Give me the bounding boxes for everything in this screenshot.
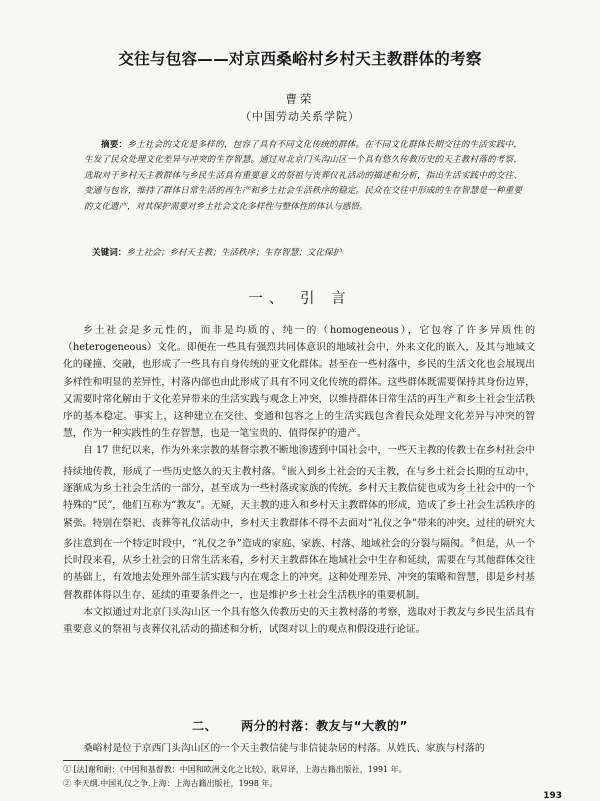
section-heading-introduction: 一、 引 言 (248, 291, 352, 307)
author-affiliation: （中国劳动关系学院） (240, 110, 360, 123)
page-number: 193 (543, 791, 562, 801)
paragraph-text: 嵌入到乡土社会的天主教，在与乡土社会长期的互动中，逐渐成为乡土社会生活的一部分，甚至成为一些村落或家族的传统。乡村天主教信徒也成为乡土社会中的一个特殊的“民”，他们互称为“教友”。无疑，天主教的进入和乡村天主教群体的形成，造成了乡土社会生活秩序的紧张。特别在祭祀、丧葬等礼仪活动中，乡村天主教群体不得不去面对“礼仪之争”带来的冲突。过往的研究大多注意到在一个特定时段中，“礼仪之争”造成的家庭、家族、村落、地域社会的分裂与隔阂。 (63, 465, 536, 549)
section-heading-two (0, 717, 600, 734)
paragraph-text: 但是，从一个长时段来看，从乡土社会的日常生活来看，乡村天主教群体在地域社会中生存和延续，需要在与其他群体交往的基础上，有效地去处理外部生活实践与内在观念上的冲突。这种处理差异、冲突的策略和智慧，即是乡村基督教群体得以生存、延续的重要条件之一，也是维护乡土社会生活秩序的重要机制。 (63, 537, 535, 601)
footnote-divider (63, 760, 213, 761)
paper-title: 交往与包容——对京西桑峪村乡村天主教群体的考察 (118, 50, 482, 68)
footnotes (63, 763, 535, 791)
paragraph: 桑峪村是位于京西门头沟山区的一个天主教信徒与非信徒杂居的村落。从姓氏、家族与村落的 (83, 743, 485, 754)
keywords-text: 乡土社会；乡村天主教；生活秩序；生存智慧；文化保护 (126, 248, 342, 258)
footnote-mark: ② (470, 536, 476, 544)
paragraph: 乡土社会是多元性的，而非是均质的、纯一的（homogeneous），它包容了许多异质性的（heterogeneous）文化。即便在一些具有强烈共同体意识的地域社会中，外来文化的嵌入，及其与地域文化的碰撞、交融，也形成了一些具有自身传统的亚文化群体。甚至在一些村落中，乡民的生活文化也会展现出多样性和明显的差异性，村落内部也由此形成了具有不同文化传统的群体。这些群体既需要保持其身份边界，又需要时常化解由于文化差异带来的生活实践与观念上冲突，以维持群体日常生活的再生产和乡土社会生活秩序的基本稳定。事实上，这种建立在交往、变通和包容之上的生活实践包含着民众处理文化差异与冲突的智慧，作为一种实践性的生存智慧，也是一笔宝贵的、值得保护的遗产。 (63, 325, 535, 440)
author-name: 曹荣 (285, 92, 315, 106)
abstract-text: 乡土社会的文化是多样的，包容了具有不同文化传统的群体。在不同文化群体长期交往的生活实践中，生发了民众处理文化差异与冲突的生存智慧。通过对北京门头沟山区一个具有悠久传教历史的天主教村落的考察，选取对于乡村天主教群体与乡民生活具有重要意义的祭祖与丧葬仪礼活动的描述和分析，指出生活实践中的交往、变通与包容，维持了群体日常生活的再生产和乡土社会生活秩序的稳定。民众在交往中形成的生存智慧是一种重要的文化遗产，对其保护需要对乡土社会文化多样性与整体性的体认与感悟。 (84, 140, 522, 212)
footnote: ② 李天纲.中国礼仪之争.上海：上海古籍出版社，1998 年。 (63, 779, 278, 788)
keywords-label: 关键词： (92, 248, 127, 258)
footnote: ① [法]谢和耐：《中国和基督教：中国和欧洲文化之比较》，耿昇译，上海古籍出版社，1991 年。 (63, 765, 407, 774)
abstract (84, 138, 522, 215)
body-text (63, 322, 535, 638)
keywords (84, 246, 522, 261)
paragraph: 本文拟通过对北京门头沟山区一个具有悠久传教历史的天主教村落的考察，选取对于教友与乡民生活具有重要意义的祭祖与丧葬仪礼活动的描述和分析，试图对以上的观点和假设进行论证。 (63, 606, 535, 635)
paragraph (63, 442, 535, 603)
footnote-mark: ① (281, 464, 287, 472)
section-number: 二、 (192, 719, 218, 733)
section-title: 两分的村落：教友与“大教的” (241, 719, 408, 733)
paragraph-text: 自 17 世纪以来，作为外来宗教的基督宗教不断地渗透到中国社会中，一些天主教的传教士在乡村社会中持续地传教，形成了一些历史悠久的天主教村落。 (63, 445, 535, 477)
abstract-label: 摘要： (101, 140, 128, 150)
